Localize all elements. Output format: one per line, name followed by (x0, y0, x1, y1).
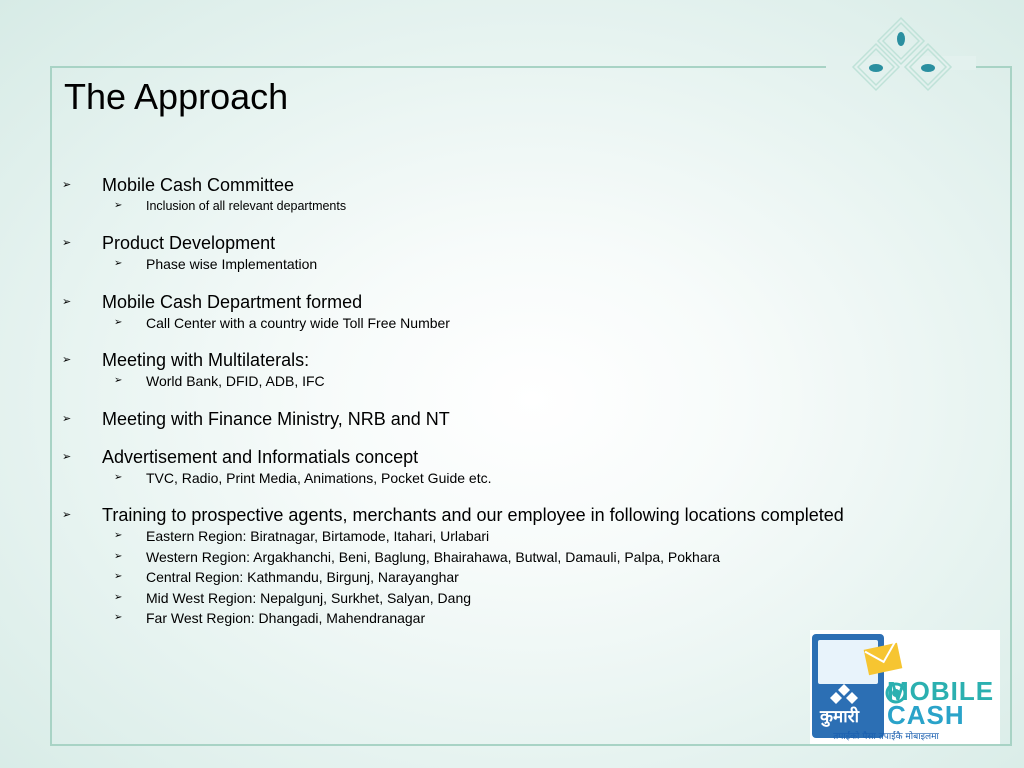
bullet-item (62, 349, 962, 392)
bullet-level1 (62, 291, 962, 313)
bullet-text: Mobile Cash Department formed (102, 291, 363, 312)
bullet-level1 (62, 174, 962, 196)
bullet-text: Meeting with Finance Ministry, NRB and NT (102, 408, 450, 429)
bullet-level1 (62, 446, 962, 468)
arrow-bullet-icon: ➢ (114, 550, 123, 562)
sub-bullet-text: TVC, Radio, Print Media, Animations, Pocket Guide etc. (146, 469, 492, 486)
arrow-bullet-icon: ➢ (114, 471, 123, 483)
bullet-level2 (62, 547, 962, 568)
bullet-text: Product Development (102, 233, 276, 253)
sub-bullet-text: Eastern Region: Biratnagar, Birtamode, Itahari, Urlabari (146, 528, 490, 544)
bullet-item (62, 232, 962, 275)
sub-bullet-text: Central Region: Kathmandu, Birgunj, Narayanghar (146, 569, 459, 585)
bullet-level2 (62, 526, 962, 547)
logo-mobile-text: MOBILE (887, 676, 995, 706)
arrow-bullet-icon: ➢ (114, 591, 123, 603)
sub-bullet-text: Inclusion of all relevant departments (146, 199, 347, 213)
bullet-text: Mobile Cash Committee (102, 175, 295, 195)
bullet-level2 (62, 468, 962, 489)
arrow-bullet-icon: ➢ (62, 412, 72, 425)
sub-bullet-text: Call Center with a country wide Toll Free Number (146, 314, 450, 331)
arrow-bullet-icon: ➢ (62, 295, 72, 308)
sub-bullet-text: World Bank, DFID, ADB, IFC (146, 373, 325, 389)
arrow-bullet-icon: ➢ (114, 530, 123, 541)
slide-title: The Approach (64, 76, 289, 117)
sub-bullet-text: Western Region: Argakhanchi, Beni, Baglung, Bhairahawa, Butwal, Damauli, Palpa, Pokhara (146, 548, 721, 565)
bullet-level2 (62, 371, 962, 392)
bullet-item (62, 446, 962, 489)
arrow-bullet-icon: ➢ (62, 450, 72, 463)
bullet-level1 (62, 504, 962, 526)
bullet-level2 (62, 313, 962, 334)
arrow-bullet-icon: ➢ (62, 179, 72, 191)
arrow-bullet-icon: ➢ (114, 375, 123, 386)
sub-bullet-text: Mid West Region: Nepalgunj, Surkhet, Salyan, Dang (146, 589, 472, 606)
arrow-bullet-icon: ➢ (114, 571, 123, 582)
bullet-level2 (62, 196, 962, 216)
bullet-item (62, 408, 962, 430)
bullet-level2 (62, 588, 962, 609)
arrow-bullet-icon: ➢ (114, 200, 123, 211)
bullet-level2 (62, 608, 962, 629)
bullet-level2 (62, 567, 962, 588)
bullet-list (62, 174, 962, 645)
bullet-text: Meeting with Multilaterals: (102, 350, 310, 370)
bullet-item (62, 291, 962, 334)
bullet-item (62, 174, 962, 216)
bullet-level1 (62, 408, 962, 430)
arrow-bullet-icon: ➢ (62, 354, 72, 366)
arrow-bullet-icon: ➢ (62, 237, 72, 249)
bullet-text: Training to prospective agents, merchants and our employee in following locations completed (102, 505, 844, 525)
bullet-level2 (62, 254, 962, 275)
logo-devanagari-name: कुमारी (820, 707, 859, 727)
arrow-bullet-icon: ➢ (114, 612, 123, 623)
sub-bullet-text: Far West Region: Dhangadi, Mahendranagar (146, 610, 426, 626)
bullet-level1 (62, 232, 962, 254)
bullet-text: Advertisement and Informatials concept (102, 446, 419, 467)
sub-bullet-text: Phase wise Implementation (146, 256, 318, 272)
logo-tagline: तपाईंको पैसा तपाईंकै मोबाइलमा (833, 732, 939, 742)
bullet-item (62, 504, 962, 629)
arrow-bullet-icon: ➢ (114, 316, 123, 328)
arrow-bullet-icon: ➢ (62, 509, 72, 521)
diamond-ornament-icon (836, 14, 966, 100)
arrow-bullet-icon: ➢ (114, 258, 123, 269)
bullet-level1 (62, 349, 962, 371)
logo-cash-text: CASH (887, 700, 965, 730)
